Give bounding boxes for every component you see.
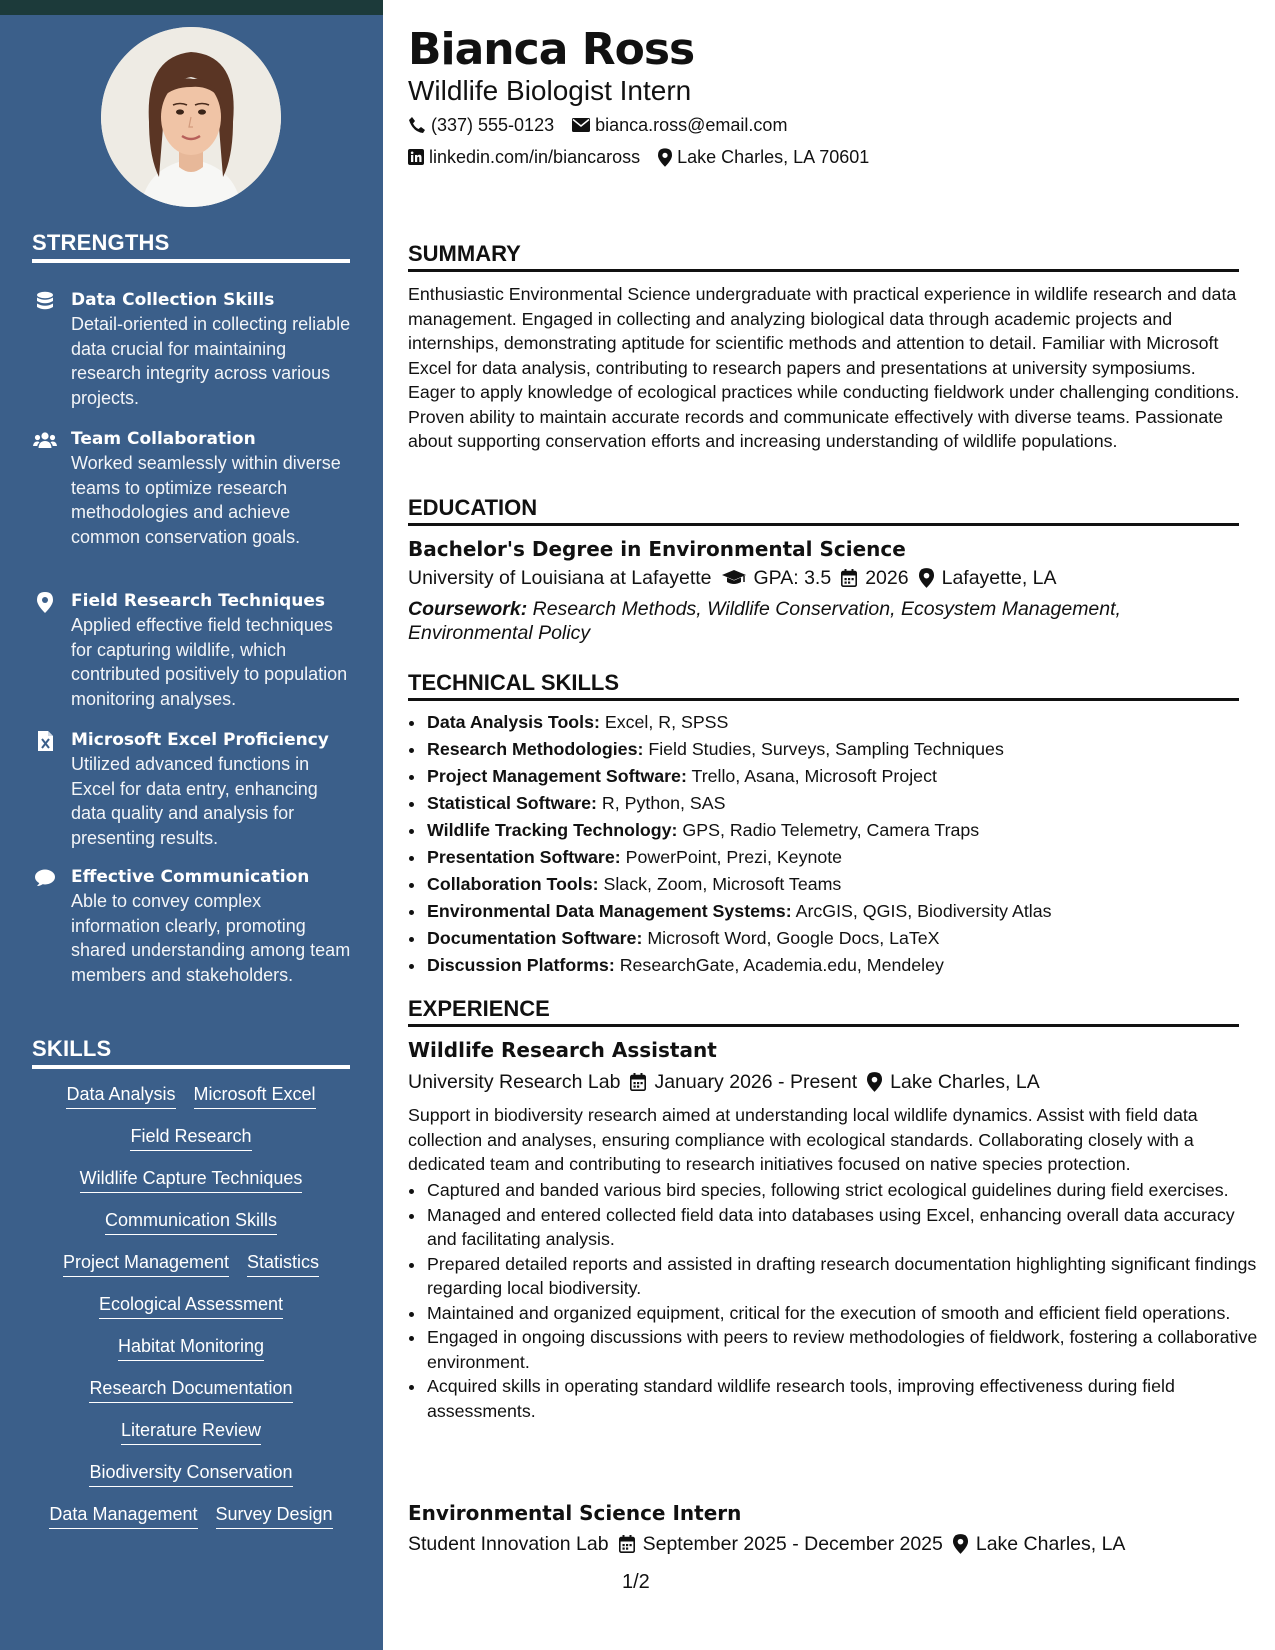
calendar-icon bbox=[630, 1073, 646, 1091]
location-text: Lake Charles, LA 70601 bbox=[677, 147, 870, 167]
technical-skills-list bbox=[408, 709, 1258, 979]
job-title: Environmental Science Intern bbox=[408, 1501, 742, 1525]
job-meta bbox=[408, 1069, 1040, 1095]
skill-values: GPS, Radio Telemetry, Camera Traps bbox=[682, 820, 980, 840]
skills-list bbox=[32, 1083, 350, 1529]
skill-values: PowerPoint, Prezi, Keynote bbox=[625, 847, 843, 867]
strength-description: Applied effective field techniques for capturing wildlife, which contributed positively to population monitoring analyses. bbox=[71, 615, 348, 709]
job-dates: September 2025 - December 2025 bbox=[642, 1533, 943, 1555]
list-item bbox=[426, 817, 1258, 844]
skill-tag: Biodiversity Conservation bbox=[89, 1461, 292, 1487]
list-item: • Maintained and organized equipment, critical for the execution of smooth and efficient field operations. bbox=[426, 1301, 1258, 1326]
skill-tag: Ecological Assessment bbox=[99, 1293, 283, 1319]
skill-category: Discussion Platforms: bbox=[427, 955, 615, 975]
list-item bbox=[426, 952, 1258, 979]
gpa-item bbox=[722, 565, 832, 591]
skill-tag: Statistics bbox=[247, 1251, 319, 1277]
job-dates-item bbox=[630, 1069, 857, 1095]
skill-tag: Literature Review bbox=[121, 1419, 261, 1445]
job-dates: January 2026 - Present bbox=[654, 1071, 858, 1093]
edu-location-item bbox=[919, 565, 1057, 591]
skill-values: Trello, Asana, Microsoft Project bbox=[691, 766, 937, 786]
linkedin-icon bbox=[408, 149, 424, 165]
strength-description: Utilized advanced functions in Excel for data entry, enhancing data quality and analysis for presenting results. bbox=[71, 754, 318, 848]
map-pin-icon bbox=[658, 148, 672, 167]
summary-text: Enthusiastic Environmental Science undergraduate with practical experience in wildlife research and data management. Engaged in collecting and analyzing biological data through academic projects and internships, demonstrating aptitude for scientific methods and attention to detail. Familiar with Microsoft Excel for data analysis, contributing to research papers and presentations at university symposiums. Eager to apply knowledge of ecological practices while conducting fieldwork under challenging conditions. Proven ability to maintain accurate records and communicate effectively with diverse teams. Passionate about supporting conservation efforts and increasing understanding of wildlife populations. bbox=[408, 284, 1240, 451]
profile-photo bbox=[101, 27, 281, 207]
skill-category: Data Analysis Tools: bbox=[427, 712, 600, 732]
map-pin-icon bbox=[953, 1534, 968, 1554]
list-item bbox=[426, 790, 1258, 817]
technical-skills-heading: TECHNICAL SKILLS bbox=[408, 669, 1239, 701]
email-icon bbox=[572, 118, 590, 132]
strength-title: Team Collaboration bbox=[71, 429, 256, 449]
skill-category: Presentation Software: bbox=[427, 847, 621, 867]
calendar-icon bbox=[841, 569, 857, 587]
email-text: bianca.ross@email.com bbox=[595, 115, 788, 135]
linkedin-text: linkedin.com/in/biancaross bbox=[429, 147, 641, 167]
school-name: University of Louisiana at Lafayette bbox=[408, 567, 712, 589]
list-item: • Prepared detailed reports and assisted in drafting research documentation highlighting significant findings regarding local biodiversity. bbox=[426, 1252, 1258, 1301]
map-pin-icon bbox=[867, 1072, 882, 1092]
year-item bbox=[841, 565, 908, 591]
skill-values: Microsoft Word, Google Docs, LaTeX bbox=[647, 928, 940, 948]
skill-category: Environmental Data Management Systems: bbox=[427, 901, 792, 921]
job-title: Wildlife Research Assistant bbox=[408, 1038, 717, 1062]
skill-tag: Research Documentation bbox=[89, 1377, 292, 1403]
skill-tag: Data Analysis bbox=[66, 1083, 175, 1109]
list-item bbox=[426, 871, 1258, 898]
job-location-item bbox=[953, 1531, 1126, 1557]
list-item: • Acquired skills in operating standard wildlife research tools, improving effectiveness during field assessments. bbox=[426, 1374, 1258, 1423]
skill-values: ResearchGate, Academia.edu, Mendeley bbox=[619, 955, 944, 975]
job-dates-item bbox=[619, 1531, 943, 1557]
list-item bbox=[426, 844, 1258, 871]
job-location: Lake Charles, LA bbox=[890, 1071, 1040, 1093]
skill-tag: Habitat Monitoring bbox=[118, 1335, 264, 1361]
linkedin-contact[interactable] bbox=[408, 146, 640, 168]
strength-description: Worked seamlessly within diverse teams to optimize research methodologies and achieve common conservation goals. bbox=[71, 453, 341, 547]
job-bullets bbox=[408, 1178, 1258, 1423]
coursework-label: Coursework: bbox=[408, 598, 528, 620]
contact-row bbox=[408, 114, 787, 136]
strength-item bbox=[32, 288, 352, 410]
job-location-item bbox=[867, 1069, 1040, 1095]
strength-item bbox=[32, 728, 352, 850]
strengths-heading: STRENGTHS bbox=[32, 230, 350, 263]
skill-values: Slack, Zoom, Microsoft Teams bbox=[603, 874, 842, 894]
map-pin-icon bbox=[919, 568, 934, 588]
skill-values: Field Studies, Surveys, Sampling Techniques bbox=[648, 739, 1004, 759]
skill-category: Wildlife Tracking Technology: bbox=[427, 820, 678, 840]
list-item bbox=[426, 763, 1258, 790]
strength-title: Field Research Techniques bbox=[71, 591, 326, 611]
database-icon bbox=[32, 290, 58, 312]
skill-values: R, Python, SAS bbox=[601, 793, 726, 813]
candidate-name: Bianca Ross bbox=[408, 24, 695, 75]
location-contact bbox=[658, 146, 869, 168]
skills-heading: SKILLS bbox=[32, 1036, 350, 1069]
skill-tag: Wildlife Capture Techniques bbox=[80, 1167, 303, 1193]
list-item: • Engaged in ongoing discussions with peers to review methodologies of fieldwork, fostering a collaborative environment. bbox=[426, 1325, 1258, 1374]
list-item: • Captured and banded various bird species, following strict ecological guidelines during field exercises. bbox=[426, 1178, 1258, 1203]
skill-tag: Communication Skills bbox=[105, 1209, 277, 1235]
strength-item bbox=[32, 427, 352, 549]
job-description: Support in biodiversity research aimed at understanding local wildlife dynamics. Assist with field data collection and analyses, ensuring compliance with ecological standards. Collaborating closely with a dedicated team and contributing to research initiatives focused on native species protection. bbox=[408, 1105, 1198, 1174]
page-number: 1/2 bbox=[622, 1571, 650, 1593]
candidate-role: Wildlife Biologist Intern bbox=[408, 75, 692, 106]
summary-heading: SUMMARY bbox=[408, 240, 1239, 272]
edu-location: Lafayette, LA bbox=[941, 567, 1057, 589]
sidebar-top-band bbox=[0, 0, 383, 15]
skill-category: Collaboration Tools: bbox=[427, 874, 599, 894]
contact-row-2 bbox=[408, 146, 869, 168]
list-item bbox=[426, 925, 1258, 952]
skill-category: Research Methodologies: bbox=[427, 739, 644, 759]
list-item bbox=[426, 709, 1258, 736]
map-pin-icon bbox=[32, 591, 58, 613]
company-name: University Research Lab bbox=[408, 1071, 621, 1093]
calendar-icon bbox=[619, 1535, 635, 1553]
phone-text: (337) 555-0123 bbox=[431, 115, 555, 135]
email-contact[interactable] bbox=[572, 114, 787, 136]
strength-title: Data Collection Skills bbox=[71, 290, 275, 310]
users-icon bbox=[32, 429, 58, 451]
skill-tag: Field Research bbox=[130, 1125, 251, 1151]
skill-values: ArcGIS, QGIS, Biodiversity Atlas bbox=[795, 901, 1052, 921]
list-item: • Managed and entered collected field data into databases using Excel, enhancing overall data accuracy and facilitating analysis. bbox=[426, 1203, 1258, 1252]
job-meta bbox=[408, 1531, 1125, 1557]
list-item bbox=[426, 898, 1258, 925]
skill-category: Statistical Software: bbox=[427, 793, 597, 813]
phone-icon bbox=[408, 116, 426, 134]
excel-file-icon bbox=[32, 730, 58, 752]
skill-tag: Data Management bbox=[49, 1503, 197, 1529]
skill-tag: Survey Design bbox=[216, 1503, 333, 1529]
education-meta bbox=[408, 565, 1057, 591]
list-item bbox=[426, 736, 1258, 763]
strength-title: Microsoft Excel Proficiency bbox=[71, 730, 329, 750]
comment-icon bbox=[32, 867, 58, 889]
strength-item bbox=[32, 589, 352, 711]
phone-contact bbox=[408, 114, 554, 136]
strength-item bbox=[32, 865, 352, 987]
coursework bbox=[408, 597, 1240, 645]
strength-description: Detail-oriented in collecting reliable data crucial for maintaining research integrity across various projects. bbox=[71, 314, 351, 408]
gpa-text: GPA: 3.5 bbox=[753, 567, 832, 589]
skill-tag: Microsoft Excel bbox=[194, 1083, 316, 1109]
skill-category: Documentation Software: bbox=[427, 928, 643, 948]
strength-title: Effective Communication bbox=[71, 867, 310, 887]
job-location: Lake Charles, LA bbox=[975, 1533, 1126, 1555]
company-name: Student Innovation Lab bbox=[408, 1533, 609, 1555]
skill-category: Project Management Software: bbox=[427, 766, 687, 786]
graduation-cap-icon bbox=[722, 570, 746, 586]
skill-values: Excel, R, SPSS bbox=[604, 712, 729, 732]
coursework-text: Research Methods, Wildlife Conservation, Ecosystem Management, Environmental Policy bbox=[408, 598, 1121, 644]
degree-title: Bachelor's Degree in Environmental Science bbox=[408, 537, 906, 561]
education-heading: EDUCATION bbox=[408, 494, 1239, 526]
strength-description: Able to convey complex information clearly, promoting shared understanding among team members and stakeholders. bbox=[71, 891, 351, 985]
graduation-year: 2026 bbox=[865, 567, 909, 589]
skill-tag: Project Management bbox=[63, 1251, 229, 1277]
sidebar bbox=[0, 0, 383, 1650]
experience-heading: EXPERIENCE bbox=[408, 995, 1239, 1027]
